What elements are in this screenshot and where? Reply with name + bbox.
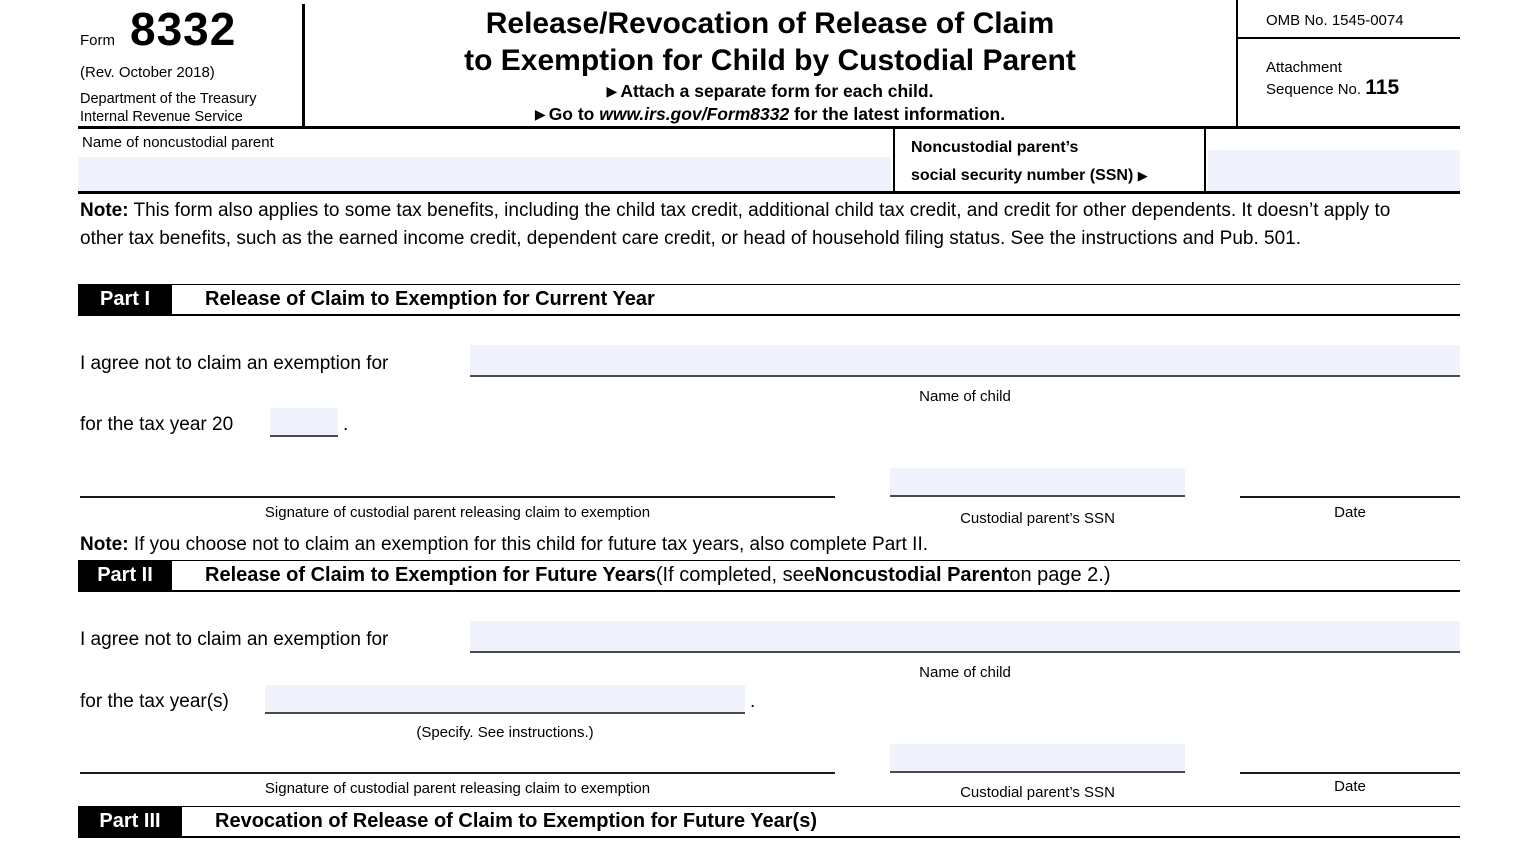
- part2-tax-years-input[interactable]: [265, 685, 745, 714]
- part2-child-name-input[interactable]: [470, 621, 1460, 653]
- noncustodial-ssn-label-line1: Noncustodial parent’s: [911, 139, 1079, 156]
- part2-title-mid: (If completed, see: [655, 564, 815, 586]
- agency-line1: Department of the Treasury: [80, 91, 257, 107]
- part2-date-label: Date: [1334, 778, 1366, 795]
- top-note-text: This form also applies to some tax benefits, including the child tax credit, additional child tax credit, and credit for other dependents. It doesn’t apply to other tax benefits, such as the earned income credit, dependent care credit, or head of household filing status. See the instructions and Pub. 501.: [80, 200, 1391, 249]
- part1-tax-year-input[interactable]: [270, 408, 338, 437]
- part1-note: [80, 531, 1440, 559]
- part2-signature-label: Signature of custodial parent releasing claim to exemption: [264, 780, 651, 797]
- part1-name-of-child-label: Name of child: [919, 388, 1011, 405]
- part2-agree-text: I agree not to claim an exemption for: [80, 629, 389, 650]
- part2-title-end: on page 2.): [1009, 564, 1111, 586]
- part1-period: .: [343, 414, 349, 435]
- part2-name-of-child-label: Name of child: [919, 664, 1011, 681]
- right-pointer-icon: ▶: [606, 83, 618, 99]
- part2-date-line: [1240, 772, 1460, 774]
- part2-title: Release of Claim to Exemption for Future Years: [205, 564, 656, 586]
- noncustodial-ssn-label-line2: social security number (SSN): [911, 167, 1138, 184]
- instruction-goto-suffix: for the latest information.: [789, 104, 1006, 124]
- irs-url: www.irs.gov/Form8332: [599, 104, 790, 124]
- part2-signature-line: [80, 772, 835, 774]
- part1-tax-year-text: for the tax year 20: [80, 414, 234, 435]
- form-revision: (Rev. October 2018): [80, 64, 215, 81]
- part2-custodial-ssn-label: Custodial parent’s SSN: [960, 784, 1115, 801]
- part2-tax-year-text: for the tax year(s): [80, 691, 229, 712]
- part1-date-line: [1240, 496, 1460, 498]
- part2-header-bar: [78, 560, 1460, 592]
- part2-custodial-ssn-input[interactable]: [890, 744, 1185, 773]
- omb-divider: [1236, 37, 1460, 39]
- ssn-arrow-icon: ▶: [1137, 168, 1148, 183]
- attachment-sequence-number: 115: [1365, 76, 1400, 99]
- header-divider-right: [1236, 0, 1238, 127]
- form-number: 8332: [130, 3, 237, 55]
- noncustodial-ssn-input[interactable]: [1208, 150, 1460, 191]
- part1-title: Release of Claim to Exemption for Current Year: [205, 288, 655, 310]
- part1-custodial-ssn-input[interactable]: [890, 468, 1185, 497]
- part1-date-label: Date: [1334, 504, 1366, 521]
- part1-agree-text: I agree not to claim an exemption for: [80, 353, 389, 374]
- name-row-rule: [78, 191, 1460, 194]
- omb-number: OMB No. 1545-0074: [1266, 12, 1404, 29]
- instruction-attach: Attach a separate form for each child.: [620, 81, 934, 101]
- part1-badge: Part I: [78, 285, 172, 314]
- top-note-label: Note:: [80, 200, 129, 221]
- part1-note-label: Note:: [80, 534, 129, 555]
- part3-header-bar: [78, 806, 1460, 838]
- form-title-line1: Release/Revocation of Release of Claim: [485, 7, 1055, 40]
- part1-signature-line: [80, 496, 835, 498]
- attachment-line1: Attachment: [1266, 59, 1342, 76]
- part2-period: .: [750, 691, 756, 712]
- right-pointer-icon: ▶: [534, 106, 546, 122]
- part1-custodial-ssn-label: Custodial parent’s SSN: [960, 510, 1115, 527]
- part2-badge: Part II: [78, 561, 172, 590]
- part3-title: Revocation of Release of Claim to Exemption for Future Year(s): [215, 810, 817, 832]
- agency-line2: Internal Revenue Service: [80, 109, 243, 125]
- part1-note-text: If you choose not to claim an exemption for this child for future tax years, also complete Part II.: [128, 534, 929, 555]
- form-word: Form: [80, 32, 115, 49]
- part1-child-name-input[interactable]: [470, 345, 1460, 377]
- part2-title-noncustodial: Noncustodial Parent: [814, 564, 1010, 586]
- form-title-line2: to Exemption for Child by Custodial Parent: [464, 44, 1076, 77]
- attachment-line2: Sequence No.: [1266, 81, 1366, 98]
- header-divider-left: [302, 4, 305, 127]
- part3-badge: Part III: [78, 807, 182, 836]
- top-note: [80, 197, 1430, 253]
- header-rule: [78, 126, 1460, 129]
- instruction-goto-prefix: Go to: [548, 104, 600, 124]
- noncustodial-name-label: Name of noncustodial parent: [82, 134, 274, 151]
- part2-specify-label: (Specify. See instructions.): [416, 724, 594, 741]
- part1-signature-label: Signature of custodial parent releasing claim to exemption: [264, 504, 651, 521]
- noncustodial-name-input[interactable]: [78, 157, 891, 191]
- part1-header-bar: [78, 284, 1460, 316]
